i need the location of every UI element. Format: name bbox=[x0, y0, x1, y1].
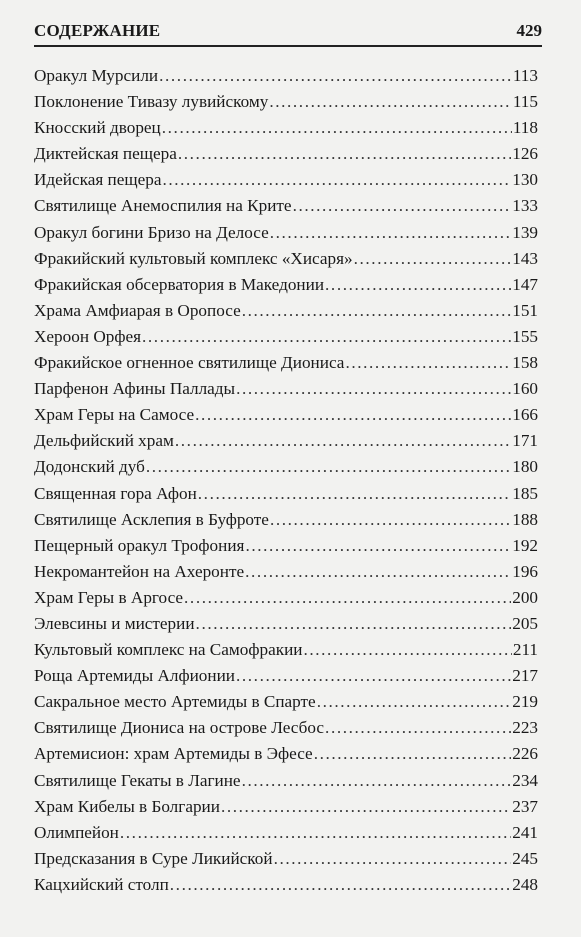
toc-entry bbox=[34, 141, 538, 167]
toc-entry bbox=[34, 454, 538, 480]
toc-entry bbox=[34, 611, 538, 637]
toc-entry-title: Дельфийский храм bbox=[34, 431, 174, 451]
toc-entry-page: 155 bbox=[512, 326, 538, 346]
toc-entry-page: 223 bbox=[512, 718, 538, 738]
toc-dot-leader bbox=[293, 193, 512, 219]
toc-entry-page: 234 bbox=[512, 770, 538, 790]
toc-entry-page: 205 bbox=[512, 613, 538, 633]
toc-entry-page: 180 bbox=[512, 457, 538, 477]
toc-dot-leader bbox=[317, 689, 512, 715]
toc-entry-page: 126 bbox=[512, 144, 538, 164]
toc-entry bbox=[34, 89, 538, 115]
toc-entry-title: Священная гора Афон bbox=[34, 483, 197, 503]
toc-entry bbox=[34, 872, 538, 898]
toc-entry bbox=[34, 846, 538, 872]
toc-dot-leader bbox=[325, 715, 511, 741]
toc-dot-leader bbox=[274, 846, 512, 872]
toc-entry bbox=[34, 220, 538, 246]
toc-entry-page: 147 bbox=[512, 274, 538, 294]
toc-entry-title: Храм Геры на Самосе bbox=[34, 405, 195, 425]
toc-dot-leader bbox=[242, 298, 512, 324]
toc-entry-title: Фракийское огненное святилище Диониса bbox=[34, 353, 345, 373]
toc-entry bbox=[34, 689, 538, 715]
toc-entry-page: 192 bbox=[512, 535, 538, 555]
toc-dot-leader bbox=[270, 220, 511, 246]
toc-entry-page: 200 bbox=[512, 587, 538, 607]
toc-entry-page: 151 bbox=[512, 300, 538, 320]
toc-entry bbox=[34, 741, 538, 767]
running-header bbox=[34, 18, 542, 44]
toc-entry-page: 226 bbox=[512, 744, 538, 764]
toc-entry bbox=[34, 272, 538, 298]
toc-dot-leader bbox=[162, 167, 511, 193]
toc-dot-leader bbox=[269, 89, 512, 115]
toc-entry-page: 166 bbox=[512, 405, 538, 425]
header-rule bbox=[34, 45, 542, 47]
toc-entry bbox=[34, 820, 538, 846]
toc-dot-leader bbox=[184, 585, 511, 611]
toc-entry-title: Пещерный оракул Трофония bbox=[34, 535, 245, 555]
toc-entry bbox=[34, 193, 538, 219]
toc-entry-page: 185 bbox=[512, 483, 538, 503]
toc-entry-page: 115 bbox=[512, 92, 538, 112]
toc-entry bbox=[34, 715, 538, 741]
toc-entry-page: 143 bbox=[512, 248, 538, 268]
running-header-title: СОДЕРЖАНИЕ bbox=[34, 21, 161, 40]
toc-entry-title: Додонский дуб bbox=[34, 457, 145, 477]
toc-dot-leader bbox=[196, 611, 512, 637]
toc-entry bbox=[34, 794, 538, 820]
toc-dot-leader bbox=[198, 481, 511, 507]
toc-entry-page: 248 bbox=[512, 874, 538, 894]
toc-entry-page: 237 bbox=[512, 796, 538, 816]
toc-entry-title: Святилище Диониса на острове Лесбос bbox=[34, 718, 325, 738]
toc-entry-page: 217 bbox=[512, 666, 538, 686]
toc-entry bbox=[34, 298, 538, 324]
toc-dot-leader bbox=[245, 559, 511, 585]
toc-entry-title: Фракийский культовый комплекс «Хисаря» bbox=[34, 248, 353, 268]
toc-entry-title: Храм Геры в Аргосе bbox=[34, 587, 184, 607]
toc-entry bbox=[34, 663, 538, 689]
toc-dot-leader bbox=[159, 63, 512, 89]
toc-entry-title: Артемисион: храм Артемиды в Эфесе bbox=[34, 744, 313, 764]
toc-entry bbox=[34, 428, 538, 454]
toc-entry-page: 139 bbox=[512, 222, 538, 242]
toc-entry-title: Святилище Гекаты в Лагине bbox=[34, 770, 241, 790]
toc-entry bbox=[34, 768, 538, 794]
running-header-page-number: 429 bbox=[516, 21, 542, 40]
toc-entry bbox=[34, 637, 538, 663]
toc-dot-leader bbox=[146, 454, 511, 480]
toc-entry-title: Кацхийский столп bbox=[34, 874, 169, 894]
toc-dot-leader bbox=[303, 637, 511, 663]
toc-dot-leader bbox=[270, 507, 511, 533]
toc-entry-page: 171 bbox=[512, 431, 538, 451]
toc-entry bbox=[34, 533, 538, 559]
toc-entry-title: Предсказания в Суре Ликийской bbox=[34, 848, 273, 868]
toc-dot-leader bbox=[325, 272, 511, 298]
toc-dot-leader bbox=[354, 246, 512, 272]
toc-entry-page: 118 bbox=[512, 118, 538, 138]
toc-entry-title: Некромантейон на Ахеронте bbox=[34, 561, 245, 581]
toc-dot-leader bbox=[142, 324, 511, 350]
toc-entry-title: Святилище Анемоспилия на Крите bbox=[34, 196, 292, 216]
toc-dot-leader bbox=[162, 115, 512, 141]
toc-entry bbox=[34, 246, 538, 272]
toc-dot-leader bbox=[242, 768, 512, 794]
toc-entry bbox=[34, 115, 538, 141]
toc-entry-title: Кносский дворец bbox=[34, 118, 161, 138]
toc-dot-leader bbox=[178, 141, 511, 167]
toc-entry-page: 133 bbox=[512, 196, 538, 216]
toc-entry-page: 188 bbox=[512, 509, 538, 529]
toc-dot-leader bbox=[221, 794, 511, 820]
toc-entry-title: Поклонение Тивазу лувийскому bbox=[34, 92, 269, 112]
toc-entry-page: 211 bbox=[512, 640, 538, 660]
toc-entry bbox=[34, 402, 538, 428]
toc-dot-leader bbox=[245, 533, 511, 559]
toc-entry-title: Роща Артемиды Алфионии bbox=[34, 666, 235, 686]
toc-entry bbox=[34, 376, 538, 402]
toc-entry-title: Святилище Асклепия в Буфроте bbox=[34, 509, 269, 529]
toc-entry bbox=[34, 324, 538, 350]
toc-entry-title: Диктейская пещера bbox=[34, 144, 177, 164]
toc-entry-title: Элевсины и мистерии bbox=[34, 613, 195, 633]
toc-entry-page: 160 bbox=[512, 379, 538, 399]
toc-entry-title: Сакральное место Артемиды в Спарте bbox=[34, 692, 316, 712]
toc-entry bbox=[34, 167, 538, 193]
toc-dot-leader bbox=[120, 820, 511, 846]
toc-dot-leader bbox=[345, 350, 511, 376]
toc-entry-title: Храма Амфиарая в Оропосе bbox=[34, 300, 241, 320]
toc-entry bbox=[34, 507, 538, 533]
toc-entry-page: 130 bbox=[512, 170, 538, 190]
toc-entry-page: 219 bbox=[512, 692, 538, 712]
toc-entry bbox=[34, 350, 538, 376]
toc-entry-page: 245 bbox=[512, 848, 538, 868]
toc-dot-leader bbox=[195, 402, 511, 428]
toc-dot-leader bbox=[170, 872, 511, 898]
toc-entry-title: Храм Кибелы в Болгарии bbox=[34, 796, 220, 816]
toc-entry bbox=[34, 559, 538, 585]
toc-entry-page: 113 bbox=[512, 66, 538, 85]
table-of-contents bbox=[34, 63, 538, 898]
toc-entry-title: Идейская пещера bbox=[34, 170, 162, 190]
toc-entry-page: 196 bbox=[512, 561, 538, 581]
toc-entry-title: Фракийская обсерватория в Македонии bbox=[34, 274, 325, 294]
toc-entry-page: 158 bbox=[512, 353, 538, 373]
toc-dot-leader bbox=[236, 663, 511, 689]
toc-entry-title: Оракул Мурсили bbox=[34, 66, 159, 85]
toc-entry-title: Культовый комплекс на Самофракии bbox=[34, 640, 303, 660]
toc-entry bbox=[34, 63, 538, 89]
toc-entry-title: Парфенон Афины Паллады bbox=[34, 379, 236, 399]
toc-entry bbox=[34, 481, 538, 507]
toc-entry-title: Хероон Орфея bbox=[34, 326, 141, 346]
toc-entry-page: 241 bbox=[512, 822, 538, 842]
toc-entry-title: Олимпейон bbox=[34, 822, 119, 842]
toc-dot-leader bbox=[175, 428, 511, 454]
toc-entry-title: Оракул богини Бризо на Делосе bbox=[34, 222, 269, 242]
toc-dot-leader bbox=[314, 741, 512, 767]
toc-dot-leader bbox=[236, 376, 511, 402]
toc-entry bbox=[34, 585, 538, 611]
